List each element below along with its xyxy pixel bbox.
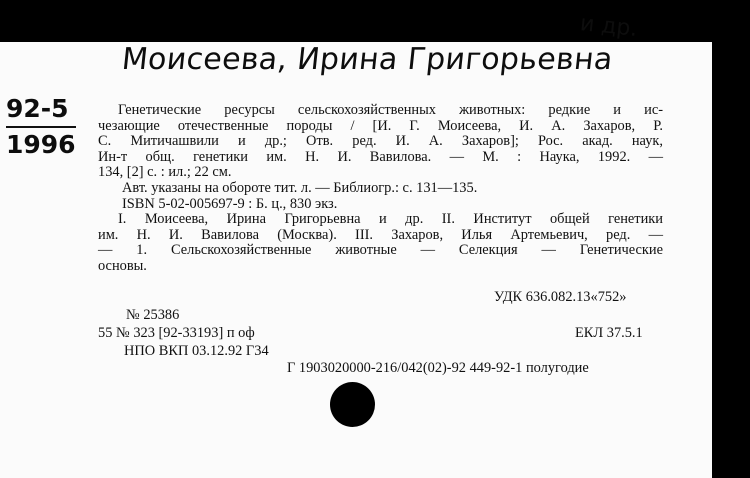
tracing-line: основы. [98, 257, 147, 274]
punch-hole [330, 382, 375, 427]
shelf-mark [6, 94, 84, 160]
udk-code: УДК 636.082.13«752» [494, 289, 627, 305]
tracing-line: I. Моисеева, Ирина Григорьевна и др. II. Институт общей генетики [118, 211, 663, 228]
entry-note: Авт. указаны на обороте тит. л. — Библиогр.: с. 131—135. [122, 179, 478, 196]
catalog-card [0, 11, 712, 478]
index-line: Г 1903020000-216/042(02)-92 449-92-1 полугодие [287, 360, 589, 376]
shelf-mark-year: 1996 [6, 130, 76, 159]
tracing-line: им. Н. И. Вавилова (Москва). III. Захаров, Илья Артемьевич, ред. — [98, 226, 663, 243]
npo-line: НПО ВКП 03.12.92 Г34 [124, 343, 269, 359]
handwritten-suffix: и др. [578, 11, 639, 42]
ekl-code: ЕКЛ 37.5.1 [575, 325, 643, 341]
entry-line: 134, [2] с. : ил.; 22 см. [98, 164, 232, 181]
tracing-line: — 1. Сельскохозяйственные животные — Селекция — Генетические [98, 242, 663, 259]
bibliographic-entry [98, 103, 663, 275]
order-line: 55 № 323 [92-33193] п оф [98, 325, 255, 341]
shelf-mark-number: 92-5 [6, 94, 69, 123]
entry-line: Ин-т общ. генетики им. Н. И. Вавилова. — М. : Наука, 1992. — [98, 148, 663, 165]
entry-line: чезающие отечественные породы / [И. Г. Моисеева, И. А. Захаров, Р. [98, 117, 663, 134]
shelf-mark-divider [6, 126, 76, 128]
entry-line: С. Митичашвили и др.; Отв. ред. И. А. Захаров]; Рос. акад. наук, [98, 133, 663, 150]
handwritten-author-name: Моисеева, Ирина Григорьевна [120, 42, 615, 77]
entry-line: Генетические ресурсы сельскохозяйственных животных: редкие и ис- [118, 102, 663, 118]
card-number: № 25386 [126, 307, 180, 323]
entry-isbn: ISBN 5-02-005697-9 : Б. ц., 830 экз. [122, 195, 338, 212]
